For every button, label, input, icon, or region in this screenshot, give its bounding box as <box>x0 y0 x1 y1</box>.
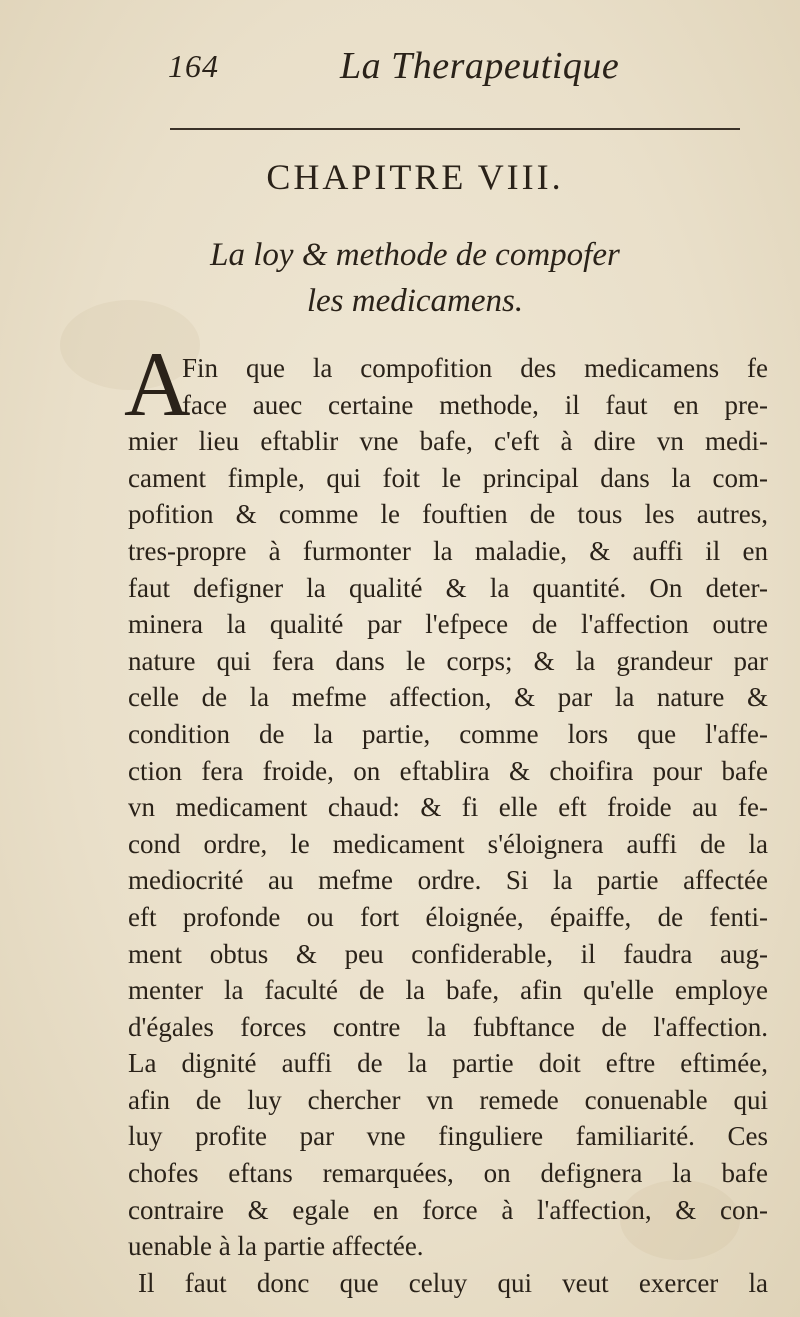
text-line: luy profite par vne finguliere familiarité. Ces <box>128 1121 768 1152</box>
chapter-heading: CHAPITRE VIII. <box>266 157 564 197</box>
text-line: cond ordre, le medicament s'éloignera auffi de la <box>128 828 768 859</box>
page-header <box>0 44 800 104</box>
text-line: nature qui fera dans le corps; & la grandeur par <box>128 645 768 676</box>
text-line: tres-propre à furmonter la maladie, & auffi il en <box>128 535 768 566</box>
text-line: ment obtus & peu confiderable, il faudra aug- <box>128 938 768 969</box>
text-line: face auec certaine methode, il faut en pre- <box>182 389 768 420</box>
text-line: d'égales forces contre la fubftance de l'affection. <box>128 1011 768 1042</box>
body-text <box>124 333 768 1301</box>
chapter-title <box>0 232 800 324</box>
text-line: chofes eftans remarquées, on defignera la bafe <box>128 1158 768 1189</box>
text-line: minera la qualité par l'efpece de l'affection outre <box>128 609 768 640</box>
text-line: mier lieu eftablir vne bafe, c'eft à dire vn medi- <box>128 426 768 457</box>
text-line: Il faut donc que celuy qui veut exercer la <box>138 1267 768 1298</box>
text-line: mediocrité au mefme ordre. Si la partie affectée <box>128 865 768 896</box>
chapter-title-line: La loy & methode de compofer <box>210 237 620 273</box>
text-line: uenable à la partie affectée. <box>128 1231 424 1262</box>
text-line: vn medicament chaud: & fi elle eft froide au fe- <box>128 792 768 823</box>
running-title: La Therapeutique <box>340 45 620 87</box>
text-line: faut defigner la qualité & la quantité. On deter- <box>128 572 768 603</box>
text-line: menter la faculté de la bafe, afin qu'elle employe <box>128 975 768 1006</box>
text-line: afin de luy chercher vn remede conuenable qui <box>128 1084 768 1115</box>
text-line: condition de la partie, comme lors que l'affe- <box>128 718 768 749</box>
text-line: ction fera froide, on eftablira & choifira pour bafe <box>128 755 768 786</box>
page-number: 164 <box>168 48 219 84</box>
chapter-title-line: les medicamens. <box>306 283 524 319</box>
text-line: eft profonde ou fort éloignée, épaiffe, de fenti- <box>128 901 768 932</box>
text-line: contraire & egale en force à l'affection, & con- <box>128 1194 768 1225</box>
text-line: Fin que la compofition des medicamens fe <box>182 353 768 383</box>
text-line: pofition & comme le fouftien de tous les autres, <box>128 499 768 530</box>
text-line: celle de la mefme affection, & par la nature & <box>128 682 768 713</box>
header-rule <box>170 128 740 130</box>
text-line: La dignité auffi de la partie doit eftre eftimée, <box>128 1048 768 1079</box>
text-line: cament fimple, qui foit le principal dans la com- <box>128 462 768 493</box>
drop-cap: A <box>124 333 191 435</box>
